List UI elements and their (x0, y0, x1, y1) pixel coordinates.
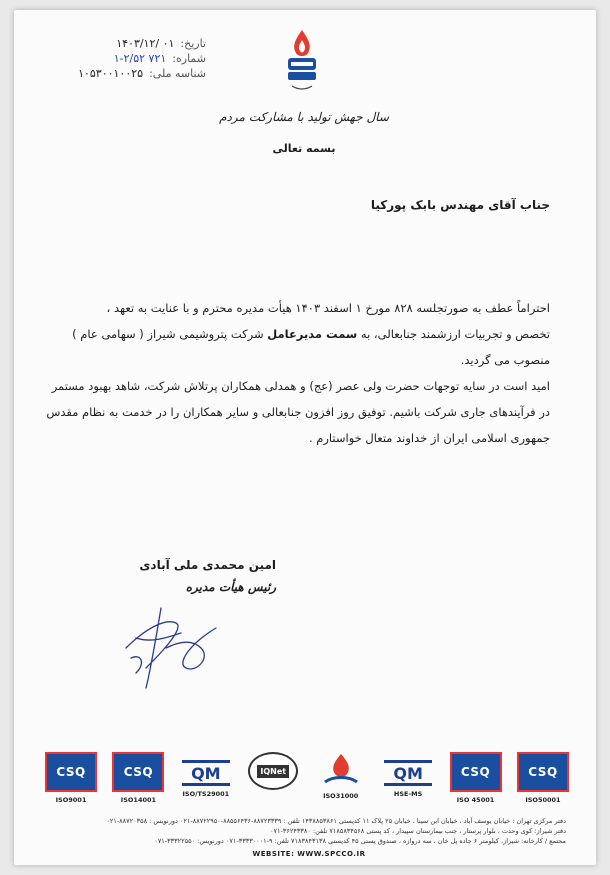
cert-caption: ISO14001 (120, 796, 157, 804)
body-line: منصوب می گردید. (460, 353, 550, 367)
national-id-row (66, 66, 206, 81)
basmala: بسمه تعالی (272, 142, 336, 155)
flame-logo-icon (321, 752, 361, 788)
handwritten-signature-icon (106, 588, 236, 698)
cert-logo (451, 752, 501, 804)
body-line (45, 321, 550, 347)
number-row (66, 51, 206, 66)
csq-logo-icon: CSQ (450, 752, 502, 792)
qm-logo-icon: QM (182, 760, 230, 786)
number-value: ۱-۲/۵۲ ۷۲۱ (113, 52, 167, 65)
footer-addresses (44, 816, 566, 846)
cert-logo (316, 752, 366, 800)
date-value: ۱۴۰۳/۱۲/ ۰۱ (116, 37, 175, 50)
certification-logos (46, 752, 568, 808)
body-line-post: شرکت پتروشیمی شیراز ( سهامی عام ) (72, 327, 268, 341)
date-row (66, 36, 206, 51)
cert-caption: ISO50001 (525, 796, 561, 804)
iqnet-text: IQNet (257, 765, 289, 778)
cert-logo (46, 752, 96, 804)
footer-line: مجتمع / کارخانه: شیراز، کیلومتر ۶ جاده پل خان ، سه دروازه ، صندوق پستی ۴۵ کدپستی ۷۱۸۳۸۴۳۱۳۸ تلفن: ۹-۳۳۳۳۰۰۰۱-۰۷۱ دورنویس: ۳۳۳۲۲۵۵۰-۰۷۱ (154, 837, 566, 845)
body-line: جمهوری اسلامی ایران از خداوند متعال خواستارم . (308, 431, 550, 445)
letter-page (14, 10, 596, 865)
recipient: جناب آقای مهندس بابک پورکیا (370, 198, 550, 212)
letter-body (45, 295, 550, 451)
body-line: امید است در سایه توجهات حضرت ولی عصر (عج) و همدلی همکاران پرتلاش شرکت، شاهد بهبود مستمر (51, 379, 550, 393)
csq-logo-icon: CSQ (517, 752, 569, 792)
cert-caption: ISO9001 (55, 796, 87, 804)
cert-logo (383, 752, 433, 798)
national-id-label: شناسه ملی: (149, 67, 206, 80)
csq-logo-icon: CSQ (45, 752, 97, 792)
cert-caption: ISO/TS29001 (182, 790, 230, 798)
number-label: شماره: (172, 52, 206, 65)
cert-logo (248, 752, 298, 794)
cert-logo (518, 752, 568, 804)
signatory-name: امین محمدی ملی آبادی (139, 558, 276, 572)
cert-caption: ISO 45001 (456, 796, 495, 804)
cert-caption: HSE-MS (393, 790, 423, 798)
body-line: در فرآیندهای جاری شرکت باشیم. توفیق روز افزون جنابعالی و سایر همکاران را در خدمت به نظام مقدس (46, 405, 550, 419)
footer-line: دفتر مرکزی تهران : خیابان یوسف آباد ، خیابان ابن سینا ، خیابان ۲۵ پلاک ۱۱ کدپستی ۱۴۳۸۸۵۳۸۶۱ تلفن : ۸۸۷۲۳۳۳۹-۸۸۵۵۶۴۳۶-۸۸۷۲۲۹۵۰-۰۲۱ دورنویس : ۸۸۷۲۰۳۵۸-۰۲۱ (106, 817, 566, 825)
national-id-value: ۱۰۵۳۰۰۱۰۰۲۵ (78, 67, 144, 80)
cert-logo (113, 752, 163, 804)
qm-logo-icon: QM (384, 760, 432, 786)
signatory-title: رئیس هیأت مدیره (185, 580, 276, 594)
website-link[interactable]: WEBSITE: WWW.SPCCO.IR (252, 850, 366, 858)
slogan: سال جهش تولید با مشارکت مردم (219, 110, 389, 124)
position-title: سمت مدیرعامل (267, 327, 358, 341)
iqnet-logo-icon (248, 752, 298, 790)
body-line-pre: تخصص و تجربیات ارزشمند جنابعالی، به (357, 327, 550, 341)
company-logo-icon (282, 28, 322, 96)
csq-logo-icon: CSQ (112, 752, 164, 792)
body-line: احتراماً عطف به صورتجلسه ۸۲۸ مورخ ۱ اسفند ۱۴۰۳ هیأت مدیره محترم و با عنایت به تعهد ، (106, 301, 550, 315)
footer-line: دفتر شیراز: کوی وحدت ، بلوار پرستار ، جنب بیمارستان سپیدار ، کد پستی ۷۱۸۵۸۳۴۵۶۸ تلفن: ۳۶۲۴۳۳۸۰-۰۷۱ (270, 827, 566, 835)
date-label: تاریخ: (180, 37, 206, 50)
cert-logo (181, 752, 231, 798)
cert-caption: ISO31000 (323, 792, 359, 800)
letter-metadata (66, 36, 206, 81)
